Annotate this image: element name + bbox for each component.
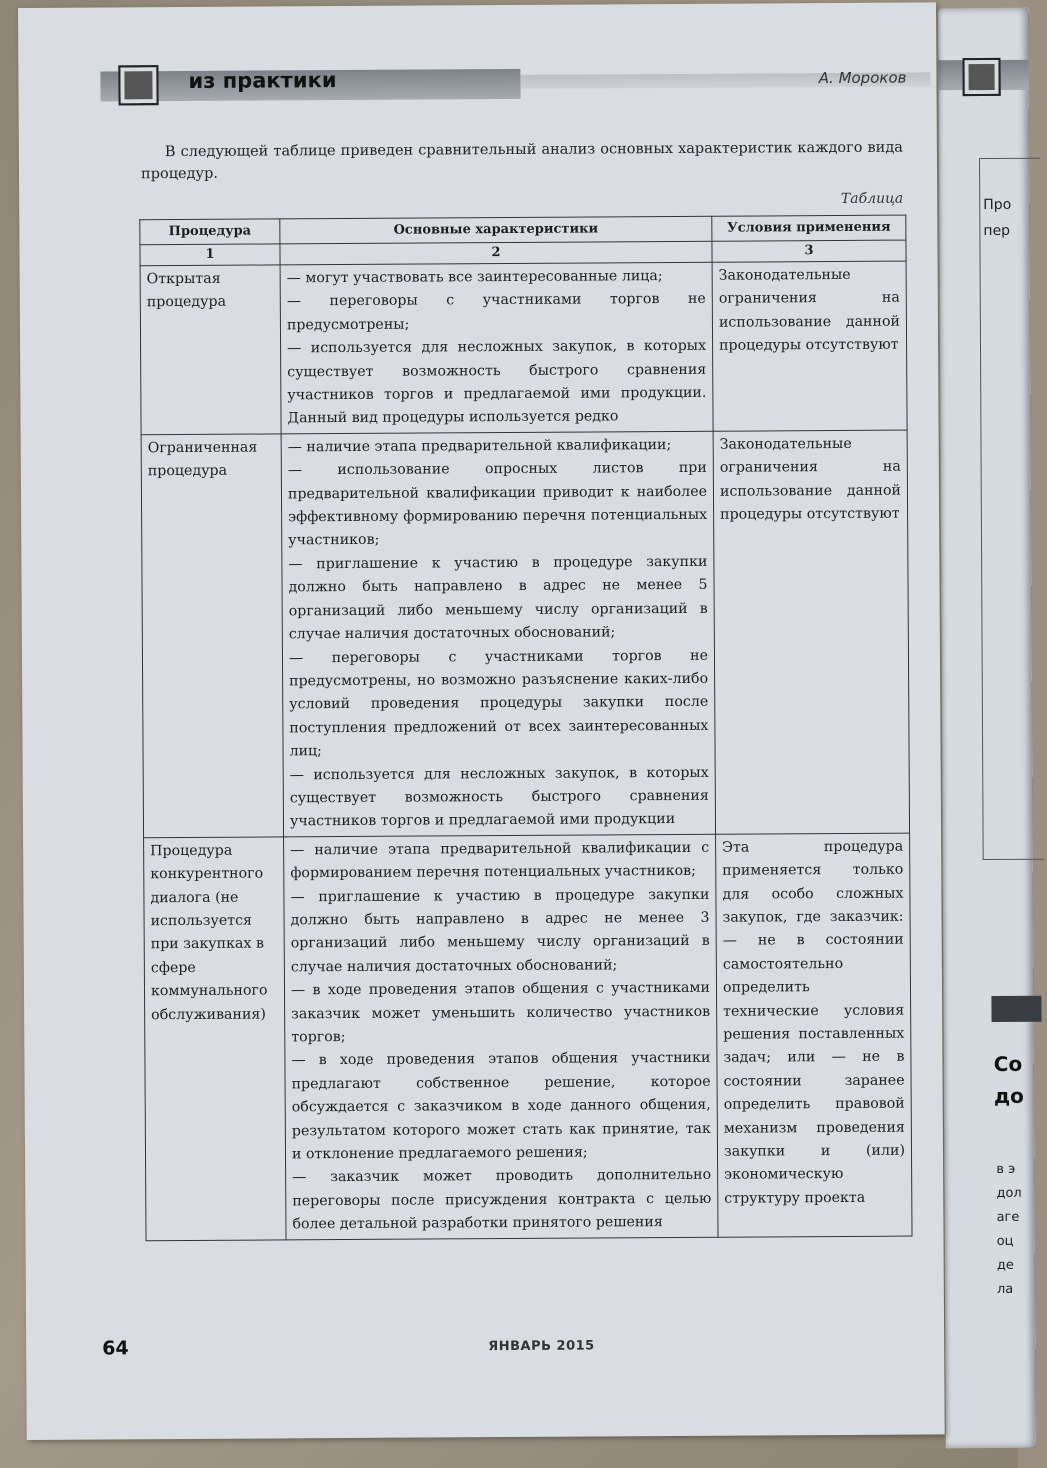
- table-row: [140, 261, 907, 435]
- page-number: 64: [102, 1337, 129, 1360]
- characteristics-cell: [284, 834, 718, 1240]
- adjacent-body-line: в э: [996, 1161, 1016, 1177]
- procedure-cell: Ограниченная процедура: [141, 434, 283, 838]
- column-header: Основные характеристики: [280, 216, 712, 244]
- adjacent-body-line: дол: [996, 1185, 1022, 1201]
- table-row: [141, 430, 909, 838]
- adjacent-body-line: де: [996, 1257, 1014, 1273]
- column-number: 3: [712, 240, 906, 262]
- characteristic-item: — приглашение к участию в процедуре закупки должно быть направлено в адрес не менее 5 организаций либо меньшему числу организаций в случае наличия достаточных обоснований;: [288, 553, 708, 643]
- characteristic-item: — в ходе проведения этапов общения с участниками заказчик может уменьшить количество участников торгов;: [290, 979, 711, 1046]
- characteristic-item: — используется для несложных закупок, в которых существует возможность быстрого сравнения участников торгов и предлагаемой ими продукции: [289, 764, 709, 830]
- adjacent-heading: [994, 1048, 1024, 1112]
- procedure-cell: Процедура конкурентного диалога (не используется при закупках в сфере коммунального обслуживания): [144, 837, 286, 1241]
- characteristic-item: — заказчик может проводить дополнительно переговоры после присуждения контракта с целью более детальной разработки принятого решения: [292, 1167, 712, 1233]
- adjacent-table-frame: [979, 158, 1044, 860]
- adjacent-heading-line: Со: [993, 1051, 1023, 1076]
- adjacent-text-line: пер: [983, 222, 1011, 240]
- adjacent-section-bar: [991, 996, 1041, 1022]
- author-name: А. Мороков: [818, 68, 907, 88]
- characteristic-item: — используется для несложных закупок, в которых существует возможность быстрого сравнения участников торгов и предлагаемой ими продукции. Данный вид процедуры используется редко: [287, 338, 707, 427]
- characteristics-cell: [280, 262, 713, 433]
- adjacent-text-line: Про: [983, 196, 1012, 214]
- characteristic-item: — наличие этапа предварительной квалификации с формированием перечня потенциальных участников;: [290, 839, 710, 882]
- characteristic-item: — приглашение к участию в процедуре закупки должно быть направлено в адрес не менее 3 организаций либо меньшему числу организаций в случае наличия достаточных обоснований;: [290, 886, 710, 976]
- issue-date: ЯНВАРЬ 2015: [488, 1338, 595, 1355]
- table-caption: Таблица: [840, 190, 904, 207]
- conditions-cell: Эта процедура применяется только для особо сложных закупок, где заказчик: — не в состоянии самостоятельно определить технические условия решения поставленных задач; или — не в состоянии заранее определить правовой механизм проведения закупки и (или) экономическую структуру проекта: [716, 833, 912, 1237]
- section-title: из практики: [188, 68, 337, 93]
- comparison-table: [139, 215, 912, 1241]
- section-square-icon: [118, 65, 158, 105]
- conditions-cell: Законодательные ограничения на использование данной процедуры отсутствуют: [713, 430, 909, 834]
- characteristic-item: — в ходе проведения этапов общения участники предлагают собственное решение, которое обсуждается с заказчиком в ходе данного общения, результатом которого может стать как принятие, так и отклонение предлагаемого решения;: [291, 1050, 711, 1163]
- magazine-page: [18, 2, 945, 1440]
- procedure-cell: Открытая процедура: [140, 265, 281, 435]
- table-row: [144, 833, 912, 1241]
- column-number: 1: [140, 244, 280, 266]
- column-number: 2: [280, 241, 712, 265]
- adjacent-table-text: [983, 192, 1011, 244]
- adjacent-header-square-icon: [962, 58, 1000, 96]
- adjacent-page: [938, 8, 1036, 1448]
- characteristic-item: — переговоры с участниками торгов не предусмотрены;: [286, 291, 706, 334]
- characteristics-cell: [281, 431, 715, 837]
- adjacent-body-line: аге: [996, 1209, 1020, 1225]
- column-header: Условия применения: [712, 215, 906, 241]
- adjacent-body-text: [996, 1158, 1022, 1302]
- column-header: Процедура: [140, 219, 280, 245]
- characteristic-item: — наличие этапа предварительной квалификации;: [287, 436, 672, 456]
- adjacent-body-line: оц: [996, 1233, 1014, 1249]
- characteristic-item: — использование опросных листов при предварительной квалификации приводит к наиболее эффективному формированию перечня потенциальных участников;: [287, 460, 708, 549]
- characteristic-item: — переговоры с участниками торгов не предусмотрены, но возможно разъяснение каких-либо условий проведения процедуры закупки после поступления предложений от всех заинтересованных лиц;: [288, 647, 709, 760]
- intro-paragraph: В следующей таблице приведен сравнительный анализ основных характеристик каждого вида процедур.: [140, 139, 903, 183]
- characteristic-item: — могут участвовать все заинтересованные лица;: [286, 268, 663, 287]
- conditions-cell: Законодательные ограничения на использование данной процедуры отсутствуют: [712, 261, 907, 431]
- adjacent-body-line: ла: [996, 1281, 1014, 1297]
- adjacent-heading-line: до: [993, 1083, 1024, 1108]
